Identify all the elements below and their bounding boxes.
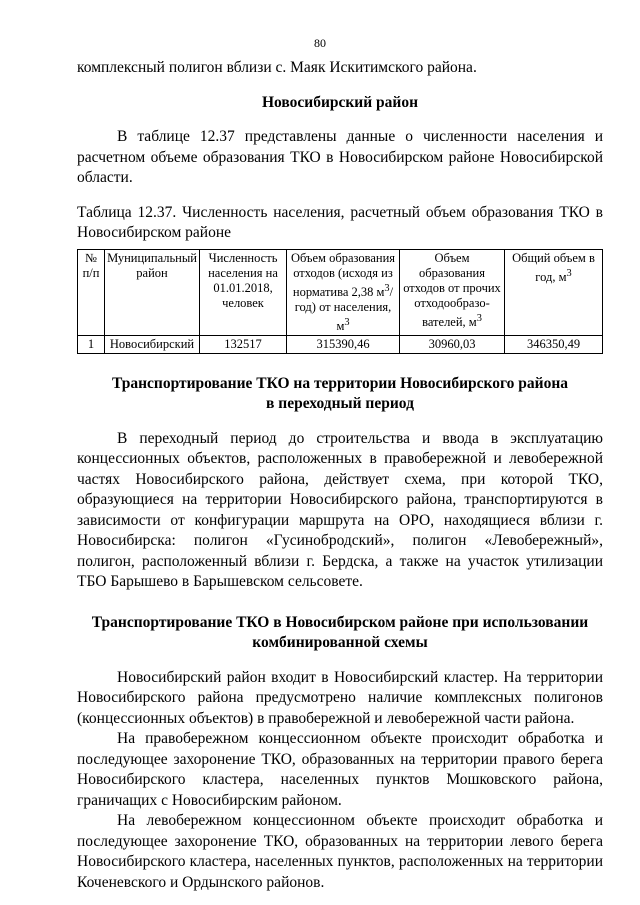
section2-heading: Транспортирование ТКО на территории Новосибирского района в переходный период <box>111 374 569 413</box>
cell-num: 1 <box>78 335 105 353</box>
population-waste-table <box>77 249 603 354</box>
document-body <box>77 58 603 893</box>
header-num: № п/п <box>78 249 105 335</box>
cell-population: 132517 <box>200 335 287 353</box>
header-waste-other: Объем образования отходов от прочих отходообразо-вателей, $м^3$ <box>400 249 505 335</box>
cell-total: 346350,49 <box>505 335 603 353</box>
section1-paragraph: В таблице 12.37 представлены данные о численности населения и расчетном объеме образования ТКО в Новосибирском районе Новосибирской области. <box>77 128 603 186</box>
section3-paragraph-2: На правобережном концессионном объекте происходит обработка и последующее захоронение ТКО, образованных на территории правого берега Новосибирского кластера, населенных пунктов Мошковского района, граничащих с Новосибирским районом. <box>77 730 603 809</box>
cell-waste-other: 30960,03 <box>400 335 505 353</box>
section3-paragraph-1: Новосибирский район входит в Новосибирский кластер. На территории Новосибирского района предусмотрено наличие комплексных полигонов (концессионных объектов) в правобережной и левобережной части района. <box>77 668 603 727</box>
section-heading-novosibirsk-district: Новосибирский район <box>261 93 419 111</box>
cell-district: Новосибирский <box>105 335 200 353</box>
section2-paragraph: В переходный период до строительства и ввода в эксплуатацию концессионных объектов, расположенных в правобережной и левобережной частях Новосибирского района, действует схема, при которой ТКО, образующиеся на территории Новосибирского района, транспортируются в зависимости от конфигурации маршрута на ОРО, находящиеся вблизи г. Новосибирска: полигон «Гусинобродский», полигон «Левобережный», полигон, расположенный вблизи г. Бердска, а также на участок утилизации ТБО Барышево в Барышевском сельсовете. <box>77 429 603 591</box>
page-number: 80 <box>314 36 326 50</box>
intro-line: комплексный полигон вблизи с. Маяк Искитимского района. <box>77 59 477 76</box>
cell-waste-norm: 315390,46 <box>287 335 400 353</box>
header-district: Муниципальный район <box>105 249 200 335</box>
table-row <box>78 335 603 353</box>
section3-heading: Транспортирование ТКО в Новосибирском районе при использовании комбинированной схемы <box>91 613 589 652</box>
table-header-row <box>78 249 603 335</box>
table-caption: Таблица 12.37. Численность населения, расчетный объем образования ТКО в Новосибирском районе <box>77 203 603 241</box>
header-population: Численность населения на 01.01.2018, человек <box>200 249 287 335</box>
header-waste-norm: Объем образования отходов (исходя из норматива 2,38 $м^3/год$) от населения, $м^3$ <box>287 249 400 335</box>
header-total: Общий объем в год, $м^3$ <box>505 249 603 335</box>
section3-paragraph-3: На левобережном концессионном объекте происходит обработка и последующее захоронение ТКО, образованных на территории левого берега Новосибирского кластера, населенных пунктов, расположенных на территории Коченевского и Ордынского районов. <box>77 812 603 891</box>
